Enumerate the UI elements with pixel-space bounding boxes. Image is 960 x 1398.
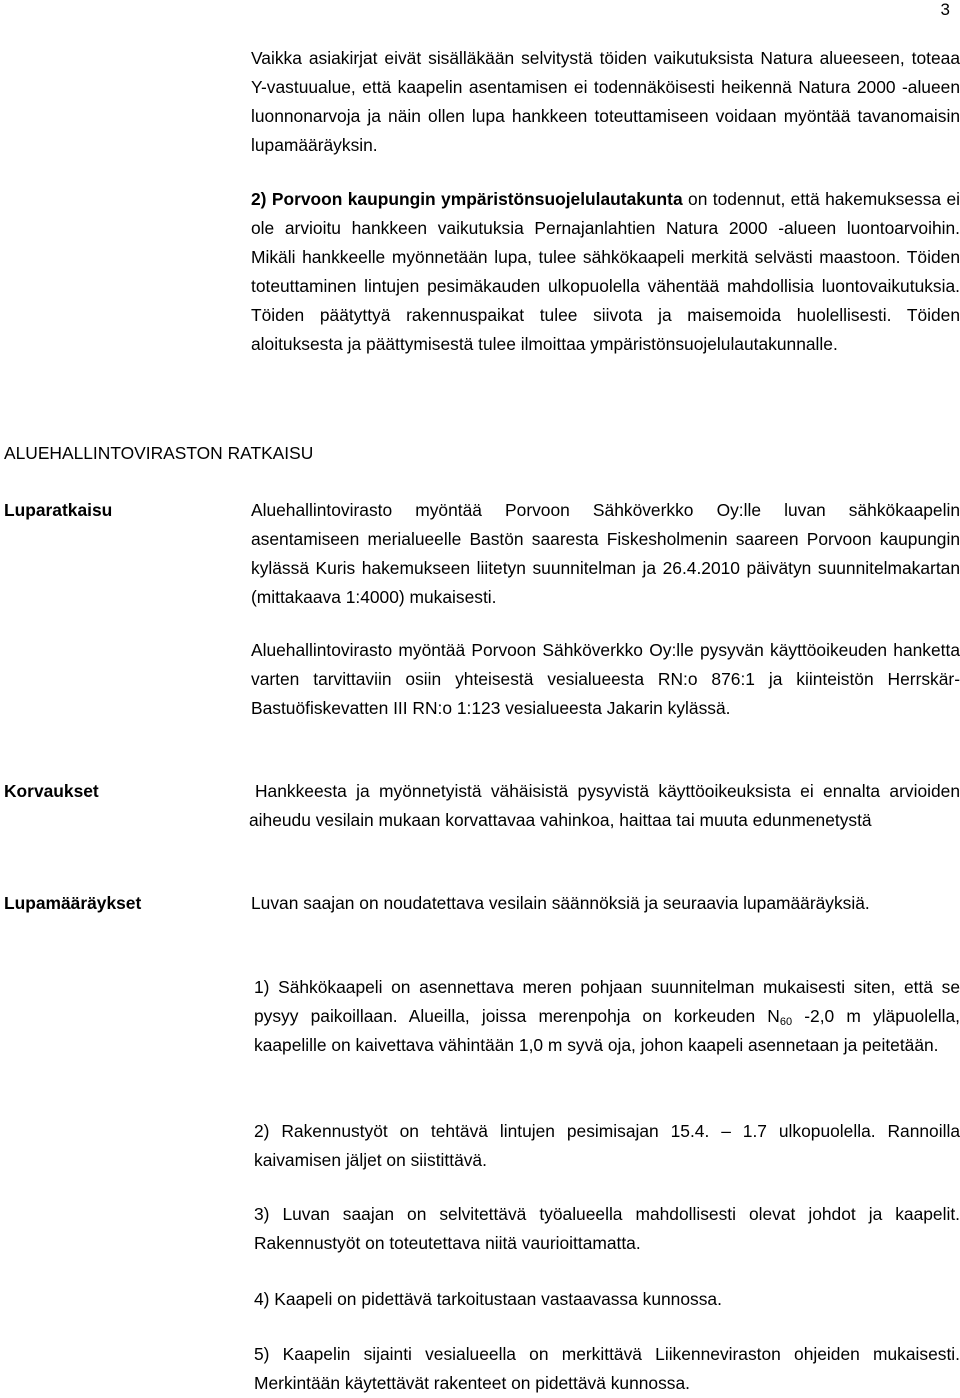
lupamaaraykset-label: Lupamääräykset <box>4 893 142 913</box>
korvaukset-paragraph: Hankkeesta ja myönnetyistä vähäisistä pysyvistä käyttöoikeuksista ei ennalta arvioiden aiheudu vesilain mukaan korvattavaa vahinkoa, haittaa tai muuta edunmenetystä <box>249 781 960 830</box>
lupamaaraykset-intro: Luvan saajan on noudatettava vesilain säännöksiä ja seuraavia lupamääräyksiä. <box>251 893 870 913</box>
luparatkaisu-paragraph-1: Aluehallintovirasto myöntää Porvoon Sähköverkko Oy:lle luvan sähkökaapelin asentamiseen merialueelle Bastön saaresta Fiskesholmenin saareen Porvoon kaupungin kylässä Kuris hakemukseen liitetyn suunnitelman ja 26.4.2010 päivätyn suunnitelmakartan (mittakaava 1:4000) mukaisesti. <box>251 500 960 607</box>
condition-3: 3) Luvan saajan on selvitettävä työalueella mahdollisesti olevat johdot ja kaapelit. Rakennustyöt on toteutettava niitä vaurioittamatta. <box>254 1204 960 1253</box>
condition-5: 5) Kaapelin sijainti vesialueella on merkittävä Liikenneviraston ohjeiden mukaisesti. Merkintään käytettävät rakenteet on pidettävä kunnossa. <box>254 1344 960 1393</box>
statement-porvoo-environment-board-heading: 2) Porvoon kaupungin ympäristönsuojelulautakunta <box>251 189 683 209</box>
condition-1-text-end: -2,0 m yläpuolella, kaapelille on kaivettava vähintään 1,0 m syvä oja, johon kaapeli asennetaan ja peitetään. <box>254 1006 960 1055</box>
condition-1 <box>254 973 960 1060</box>
condition-1-text-start: 1) Sähkökaapeli on asennettava meren pohjaan suunnitelman mukaisesti siten, että se pysyy paikoillaan. Alueilla, joissa merenpohja on korkeuden N <box>254 977 960 1026</box>
condition-2: 2) Rakennustyöt on tehtävä lintujen pesimisajan 15.4. – 1.7 ulkopuolella. Rannoilla kaivamisen jäljet on siistittävä. <box>254 1121 960 1170</box>
section-heading: ALUEHALLINTOVIRASTON RATKAISU <box>4 443 314 463</box>
statement-porvoo-environment-board <box>251 185 960 359</box>
statement-porvoo-environment-board-body: on todennut, että hakemuksessa ei ole arvioitu hankkeen vaikutuksia Pernajanlahtien Natura 2000 -alueen luontoarvoihin. Mikäli hankkeelle myönnetään lupa, tulee sähkökaapeli merkitä selvästi maastoon. Töiden toteuttaminen lintujen pesimäkauden ulkopuolella vähentää mahdollisia luontovaikutuksia. Töiden päätyttyä rakennuspaikat tulee siivota ja maisemoida huolellisesti. Töiden aloituksesta ja päättymisestä tulee ilmoittaa ympäristönsuojelulautakunnalle. <box>251 189 960 354</box>
page-number: 3 <box>940 0 950 19</box>
intro-paragraph: Vaikka asiakirjat eivät sisälläkään selvitystä töiden vaikutuksista Natura alueeseen, toteaa Y-vastuualue, että kaapelin asentamisen ei todennäköisesti heikennä Natura 2000 -alueen luonnonarvoja ja näin ollen lupa hankkeen toteuttamiseen voidaan myöntää tavanomaisin lupamääräyksin. <box>251 48 960 155</box>
luparatkaisu-label: Luparatkaisu <box>4 500 113 520</box>
korvaukset-label: Korvaukset <box>4 781 99 801</box>
luparatkaisu-paragraph-2: Aluehallintovirasto myöntää Porvoon Sähköverkko Oy:lle pysyvän käyttöoikeuden hanketta varten tarvittaviin osiin yhteisestä vesialueesta RN:o 876:1 ja kiinteistön Herrskär-Bastuöfiskevatten III RN:o 1:123 vesialueesta Jakarin kylässä. <box>251 640 960 718</box>
condition-1-subscript: 60 <box>779 1016 793 1028</box>
condition-4: 4) Kaapeli on pidettävä tarkoitustaan vastaavassa kunnossa. <box>254 1289 722 1309</box>
